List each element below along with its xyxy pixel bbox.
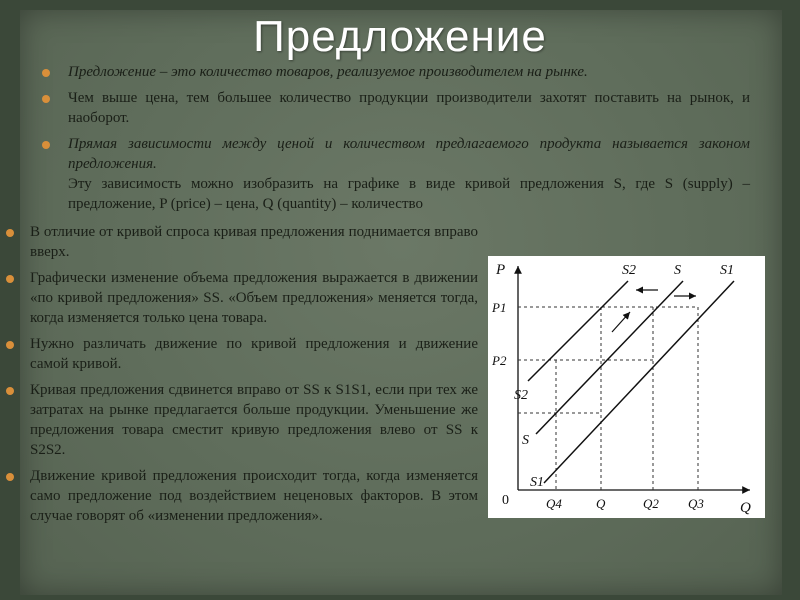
curve-s [536,281,683,434]
bullet-dot-icon [6,275,14,283]
label-s-top: S [674,263,681,278]
bullet-text: Движение кривой предложения происходит тогда, когда изменяется само предложение под воздействием неценовых факторов. В этом случае говорят об «изменении предложения». [30,468,478,524]
bullet-dot-icon [6,387,14,395]
bullet-text: Эту зависимость можно изобразить на графике в виде кривой предложения S, где S (supply) – предложение, P (price) – цена, Q (quantity) – количество [68,176,750,212]
bullet-text: Кривая предложения сдвинется вправо от SS к S1S1, если при тех же затратах на рынке предлагается больше продукции. Уменьшение же предложения товара сместит кривую предложения влево от SS к S2S2. [30,382,478,458]
x-tick-q: Q [596,496,606,511]
curve-s1 [544,281,734,483]
bullet-dot-icon [6,473,14,481]
bullet-dot-icon [42,69,50,77]
label-s1-top: S1 [720,263,734,278]
bullet-dot-icon [42,95,50,103]
bullet-text: Чем выше цена, тем большее количество продукции производители захотят поставить на рынок, и наоборот. [68,90,750,126]
bullet-text: В отличие от кривой спроса кривая предложения поднимается вправо вверх. [30,224,478,260]
y-tick-p2: P2 [492,353,507,368]
bullet-dot-icon [6,341,14,349]
label-s2-top: S2 [622,263,636,278]
label-s2-bottom: S2 [514,388,528,403]
bullet-item [6,380,478,460]
arrow-along-curve [612,312,630,332]
bullet-item [6,268,478,328]
label-s-bottom: S [522,433,529,448]
x-tick-q2: Q2 [643,496,659,511]
bullet-text: Прямая зависимости между ценой и количеством предлагаемого продукта называется законом предложения. [68,136,750,172]
y-tick-p1: P1 [492,300,507,315]
left-bullet-list [6,222,478,532]
bullet-item [6,222,478,262]
origin-label: 0 [502,493,509,508]
top-bullet-list [40,62,750,220]
bullet-item [40,88,750,128]
x-tick-q3: Q3 [688,496,704,511]
bullet-dot-icon [6,229,14,237]
supply-chart [488,256,765,518]
x-tick-q4: Q4 [546,496,562,511]
bullet-text: Нужно различать движение по кривой предложения и движение самой кривой. [30,336,478,372]
label-s1-bottom: S1 [530,475,544,490]
bullet-text: Предложение – это количество товаров, реализуемое производителем на рынке. [68,64,588,80]
bullet-item [6,334,478,374]
supply-chart-svg [488,256,765,518]
bullet-item [40,134,750,214]
slide-title: Предложение [253,12,547,61]
bullet-item [40,62,750,82]
x-axis-label: Q [740,500,751,516]
bullet-item [6,466,478,526]
y-axis-label: P [496,262,506,278]
bullet-text: Графически изменение объема предложения выражается в движении «по кривой предложения» SS. «Объем предложения» меняется тогда, когда изменяется только цена товара. [30,270,478,326]
bullet-dot-icon [42,141,50,149]
